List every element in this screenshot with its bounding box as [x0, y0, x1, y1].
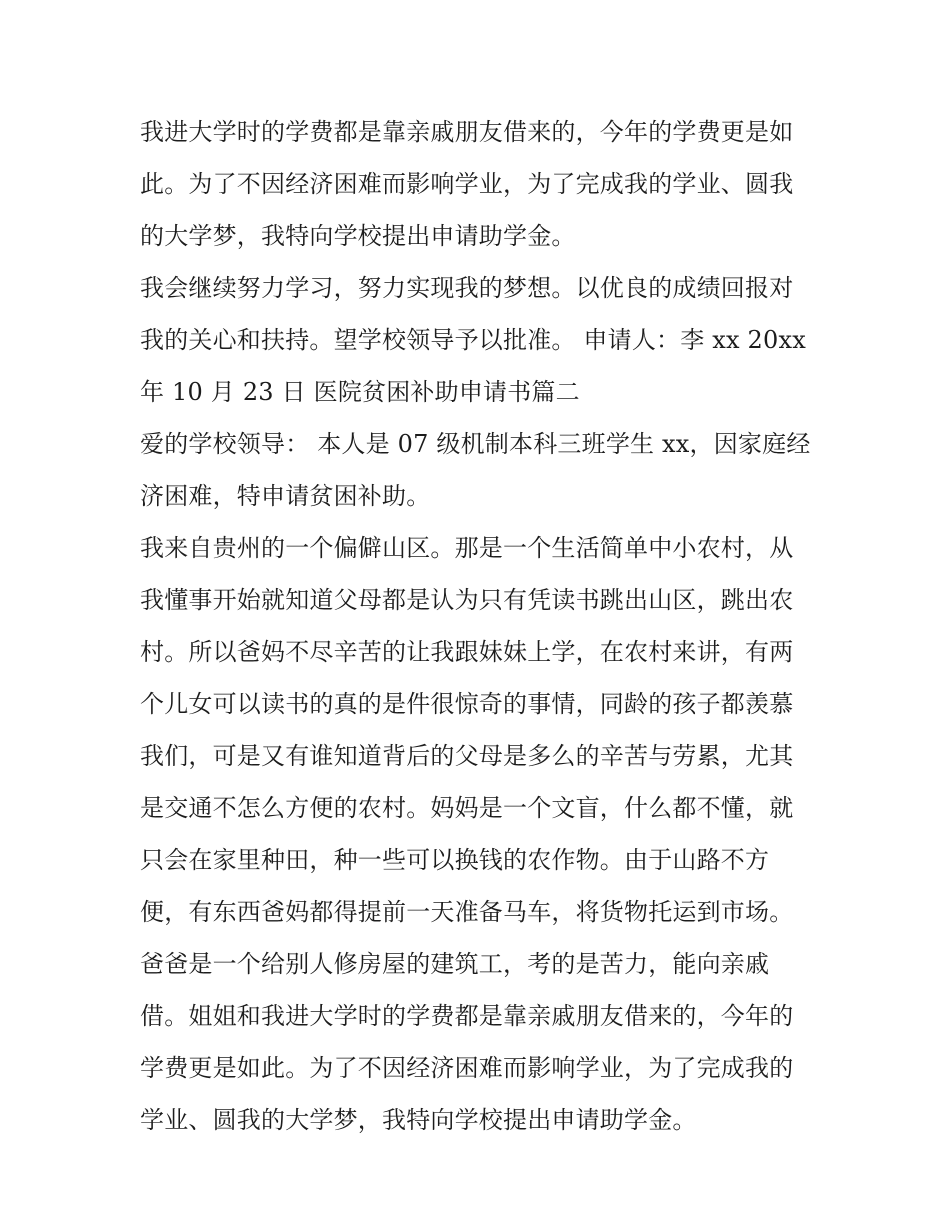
text-line: 只会在家里种田，种一些可以换钱的农作物。由于山路不方 [140, 846, 770, 874]
text-line: 爸爸是一个给别人修房屋的建筑工，考的是苦力，能向亲戚 [140, 950, 770, 978]
text-line: 便，有东西爸妈都得提前一天准备马车，将货物托运到市场。 [140, 898, 794, 926]
text-line: 我会继续努力学习，努力实现我的梦想。以优良的成绩回报对 [140, 274, 794, 302]
text-line: 的大学梦，我特向学校提出申请助学金。 [140, 222, 576, 250]
text-line: 我来自贵州的一个偏僻山区。那是一个生活简单中小农村，从 [140, 534, 794, 562]
text-line: 我们，可是又有谁知道背后的父母是多么的辛苦与劳累，尤其 [140, 742, 794, 770]
text-line: 村。所以爸妈不尽辛苦的让我跟妹妹上学，在农村来讲，有两 [140, 638, 794, 666]
text-line: 个儿女可以读书的真的是件很惊奇的事情，同龄的孩子都羡慕 [140, 690, 794, 718]
text-line: 此。为了不因经济困难而影响学业，为了完成我的学业、圆我 [140, 170, 794, 198]
text-line: 爱的学校领导： 本人是 07 级机制本科三班学生 xx，因家庭经 [140, 430, 811, 458]
text-line: 我进大学时的学费都是靠亲戚朋友借来的，今年的学费更是如 [140, 118, 794, 146]
text-line: 学费更是如此。为了不因经济困难而影响学业，为了完成我的 [140, 1054, 794, 1082]
text-line: 我的关心和扶持。望学校领导予以批准。 申请人：李 xx 20xx [140, 326, 806, 354]
text-line: 是交通不怎么方便的农村。妈妈是一个文盲，什么都不懂，就 [140, 794, 794, 822]
text-line: 我懂事开始就知道父母都是认为只有凭读书跳出山区，跳出农 [140, 586, 794, 614]
text-line: 学业、圆我的大学梦，我特向学校提出申请助学金。 [140, 1106, 697, 1134]
text-line: 借。姐姐和我进大学时的学费都是靠亲戚朋友借来的，今年的 [140, 1002, 794, 1030]
text-line: 济困难，特申请贫困补助。 [140, 482, 431, 510]
text-line: 年 10 月 23 日 医院贫困补助申请书篇二 [140, 378, 580, 406]
document-body [140, 106, 820, 1146]
